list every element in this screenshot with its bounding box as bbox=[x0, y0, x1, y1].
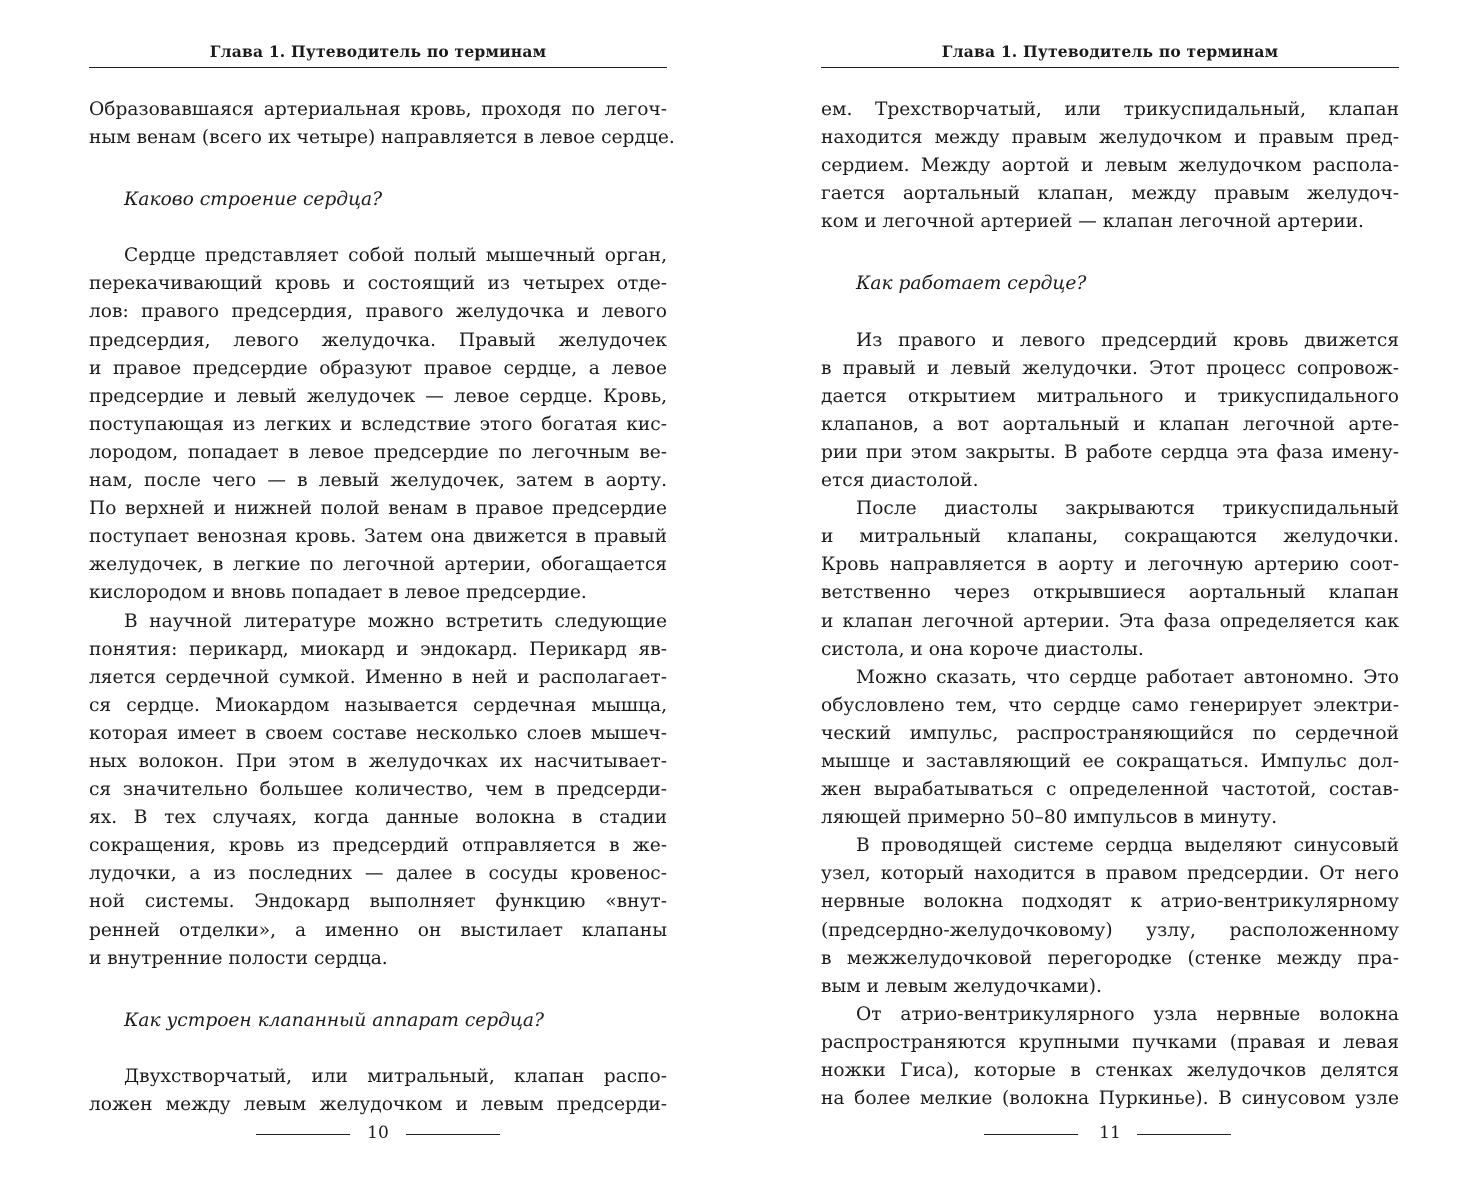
text-line: ных волокон. При этом в желудочках их насчитывает- bbox=[89, 750, 667, 772]
text-line: и правое предсердие образуют правое сердце, а левое bbox=[89, 357, 667, 379]
text-line: В проводящей системе сердца выделяют синусовый bbox=[856, 835, 1399, 857]
text-line: ся сердце. Миокардом называется сердечная мышца, bbox=[89, 694, 667, 716]
text-line: сердием. Между аортой и левым желудочком распола- bbox=[821, 155, 1399, 177]
text-line: лудочки, а из последних — далее в сосуды кровенос- bbox=[89, 863, 667, 885]
section-question: Как работает сердце? bbox=[856, 273, 1087, 295]
text-line: поступает венозная кровь. Затем она движется в правый bbox=[89, 526, 667, 548]
text-line: нервные волокна подходят к атрио-вентрикулярному bbox=[821, 891, 1399, 913]
text-line: ренней отделки», а именно он выстилает клапаны bbox=[89, 919, 667, 941]
text-line: Можно сказать, что сердце работает автономно. Это bbox=[856, 666, 1399, 688]
text-line: После диастолы закрываются трикуспидальный bbox=[856, 498, 1399, 520]
header-rule bbox=[89, 67, 667, 68]
text-line: Кровь направляется в аорту и легочную артерию соот- bbox=[821, 554, 1399, 576]
text-line: От атрио-вентрикулярного узла нервные волокна bbox=[856, 1003, 1399, 1025]
text-line: на более мелкие (волокна Пуркинье). В синусовом узле bbox=[821, 1088, 1399, 1110]
text-line: ножки Гиса), которые в стенках желудочков делятся bbox=[821, 1060, 1399, 1081]
text-line: в межжелудочковой перегородке (стенке между пра- bbox=[821, 947, 1399, 969]
text-line: лородом, попадает в левое предсердие по легочным ве- bbox=[89, 441, 667, 463]
text-line: рии при этом закрыты. В работе сердца эта фаза имену- bbox=[821, 441, 1399, 463]
text-line: поступающая из легких и вследствие этого богатая кис- bbox=[89, 413, 667, 435]
text-line: предсердия, левого желудочка. Правый желудочек bbox=[89, 329, 667, 351]
text-line: ся значительно большее количество, чем в предсерди- bbox=[89, 779, 667, 801]
text-line: предсердие и левый желудочек — левое сердце. Кровь, bbox=[89, 385, 667, 407]
text-line: Образовавшаяся артериальная кровь, проходя по легоч- bbox=[89, 99, 667, 120]
text-line: понятия: перикард, миокард и эндокард. Перикард яв- bbox=[89, 638, 667, 660]
folio-rule-right bbox=[1137, 1134, 1231, 1135]
text-line: узел, который находится в правом предсердии. От него bbox=[821, 863, 1399, 885]
left-page bbox=[89, 0, 675, 1180]
header-rule bbox=[821, 67, 1399, 68]
text-line: лов: правого предсердия, правого желудочка и левого bbox=[89, 301, 667, 323]
text-line: дается открытием митрального и трикуспидального bbox=[821, 385, 1399, 407]
section-question: Как устроен клапанный аппарат сердца? bbox=[124, 1009, 544, 1031]
text-line: систола, и она короче диастолы. bbox=[821, 638, 1144, 660]
text-line: находится между правым желудочком и правым пред- bbox=[821, 127, 1399, 149]
text-line: ях. В тех случаях, когда данные волокна в стадии bbox=[89, 807, 667, 829]
text-line: кислородом и вновь попадает в левое предсердие. bbox=[89, 582, 587, 604]
text-line: мышце и заставляющий ее сокращаться. Импульс дол- bbox=[821, 750, 1399, 772]
text-line: сокращения, кровь из предсердий отправляется в же- bbox=[89, 835, 667, 857]
text-line: ложен между левым желудочком и левым предсерди- bbox=[89, 1093, 667, 1115]
text-line: ется диастолой. bbox=[821, 470, 979, 492]
text-line: обусловлено тем, что сердце само генерирует электри- bbox=[821, 694, 1399, 716]
text-line: которая имеет в своем составе несколько слоев мышеч- bbox=[89, 722, 667, 744]
text-line: ляется сердечной сумкой. Именно в ней и располагает- bbox=[89, 666, 667, 688]
text-line: (предсердно-желудочковому) узлу, расположенному bbox=[821, 919, 1399, 941]
text-line: перекачивающий кровь и состоящий из четырех отде- bbox=[89, 273, 667, 295]
text-line: ком и легочной артерией — клапан легочной артерии. bbox=[821, 211, 1364, 233]
section-question: Каково строение сердца? bbox=[124, 189, 383, 211]
text-line: Двухстворчатый, или митральный, клапан распо- bbox=[124, 1065, 667, 1087]
page-body bbox=[821, 96, 1399, 1113]
running-head: Глава 1. Путеводитель по терминам bbox=[941, 42, 1279, 61]
folio-rule-right bbox=[406, 1134, 500, 1135]
text-line: ем. Трехстворчатый, или трикуспидальный, клапан bbox=[821, 99, 1399, 120]
running-head: Глава 1. Путеводитель по терминам bbox=[209, 42, 547, 61]
text-line: В научной литературе можно встретить следующие bbox=[124, 610, 667, 632]
text-line: и клапан легочной артерии. Эта фаза определяется как bbox=[821, 610, 1399, 632]
text-line: желудочек, в легкие по легочной артерии, обогащается bbox=[89, 554, 667, 576]
text-line: По верхней и нижней полой венам в правое предсердие bbox=[89, 498, 667, 520]
text-line: ляющей примерно 50–80 импульсов в минуту. bbox=[821, 807, 1278, 829]
text-line: жен вырабатываться с определенной частотой, состав- bbox=[821, 779, 1399, 801]
text-line: клапанов, а вот аортальный и клапан легочной арте- bbox=[821, 413, 1399, 435]
text-line: и митральный клапаны, сокращаются желудочки. bbox=[821, 526, 1399, 548]
text-line: гается аортальный клапан, между правым желудоч- bbox=[821, 183, 1399, 205]
right-page bbox=[821, 0, 1399, 1180]
page-number: 10 bbox=[367, 1123, 389, 1143]
text-line: ветственно через открывшиеся аортальный клапан bbox=[821, 582, 1399, 604]
text-line: и внутренние полости сердца. bbox=[89, 947, 388, 969]
text-line: Сердце представляет собой полый мышечный орган, bbox=[124, 245, 667, 267]
text-line: распространяются крупными пучками (правая и левая bbox=[821, 1031, 1399, 1053]
text-line: ческий импульс, распространяющийся по сердечной bbox=[821, 722, 1399, 744]
page-body bbox=[89, 96, 675, 1119]
text-line: ной системы. Эндокард выполняет функцию «внут- bbox=[89, 891, 667, 913]
text-line: в правый и левый желудочки. Этот процесс сопровож- bbox=[821, 357, 1399, 379]
text-line: ным венам (всего их четыре) направляется в левое сердце. bbox=[89, 127, 675, 149]
text-line: нам, после чего — в левый желудочек, затем в аорту. bbox=[89, 470, 667, 492]
text-line: вым и левым желудочками). bbox=[821, 975, 1102, 997]
page-number: 11 bbox=[1099, 1123, 1121, 1143]
text-line: Из правого и левого предсердий кровь движется bbox=[856, 329, 1399, 351]
